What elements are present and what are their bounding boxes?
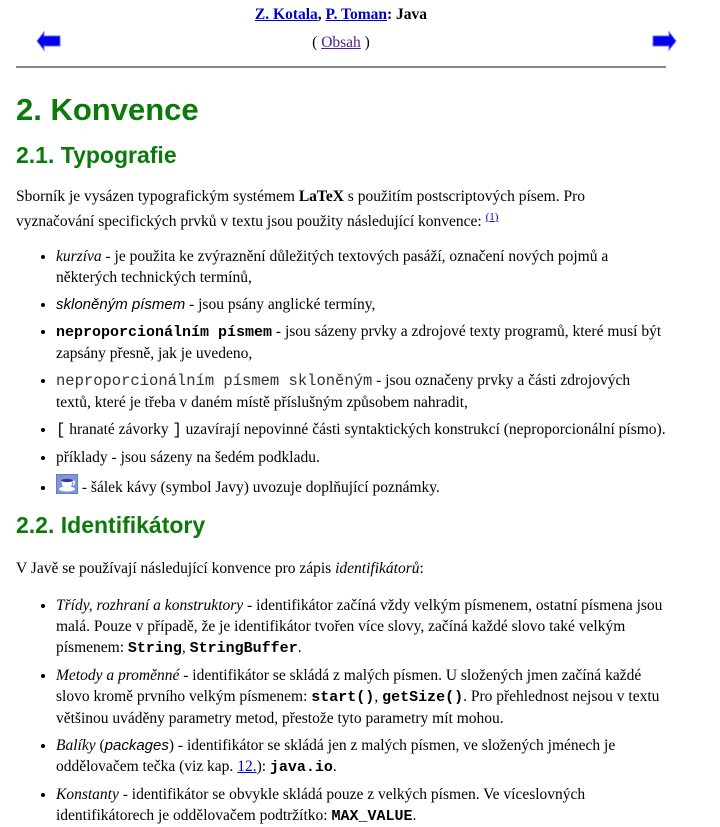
toc-paren-close: ) [360,34,370,51]
code-stringbuffer: StringBuffer [189,640,298,657]
typography-list [16,246,666,498]
separator: , [374,688,383,705]
intro-text: V Javě se používají následující konvence pro zápis [16,560,336,577]
item-text: - je použita ke zvýraznění důležitých textových pasáží, označení nových pojmů a některých technických termínů, [56,248,609,286]
book-title: : Java [387,6,428,23]
list-item [56,246,666,288]
section-title-identifikatory: 2.2. Identifikátory [16,512,206,538]
intro-text-cont: s použitím postscriptových písem. Pro vyznačování specifických prvků v textu jsou použity následující konvence: [16,188,586,230]
item-end: . [332,758,337,775]
separator: , [181,639,190,656]
term-brackets: hranaté závorky [65,421,173,438]
list-item [56,595,666,659]
section2-intro [16,558,666,579]
term-italic: Balíky [56,737,96,754]
author-link-toman[interactable]: P. Toman [325,6,388,23]
item-end: . [297,639,302,656]
code-java-io: java.io [269,759,333,776]
list-item [56,370,666,413]
item-text: - jsou označeny prvky a části zdrojových textů, které je třeba v daném místě příslušným způsobem nahradit, [56,372,631,411]
section-title-typografie: 2.1. Typografie [16,142,177,168]
item-text: - jsou sázeny na šedém podkladu. [107,449,320,466]
footnote-link[interactable]: (1) [485,211,499,223]
identifier-list [16,595,666,827]
item-end: . Pro přehlednost nejsou v textu většinou uváděny parametry metod, přestože tyto parametry mít mohou. [56,688,660,727]
item-text: - jsou psány anglické termíny, [185,296,376,313]
toc-wrapper [16,34,666,52]
chapter-12-link[interactable]: 12. [237,758,257,775]
author-separator: , [317,6,326,23]
bracket-close: ] [172,421,182,439]
code-getsize: getSize() [382,689,464,706]
bracket-open: [ [56,421,66,439]
term-italic: kurzíva [56,248,102,265]
header-divider [16,66,666,68]
latex-term: LaTeX [298,188,344,205]
list-item [56,294,666,315]
item-text: uzavírají nepovinné části syntaktických konstrukcí (neproporcionální písmo). [181,421,666,438]
coffee-cup-icon [56,474,78,494]
list-item [56,321,666,364]
item-text: - šálek kávy (symbol Javy) uvozuje doplňující poznámky. [78,479,440,496]
chapter-title: 2. Konvence [16,92,199,127]
list-item [56,665,666,729]
code-max-value: MAX_VALUE [331,808,413,825]
book-header [16,0,666,28]
code-start: start() [311,689,375,706]
item-text: - identifikátor se skládá z malých písmen. U složených jmen začíná každé slovo kromě prvního velkým písmenem: [56,667,642,705]
toc-link[interactable]: Obsah [321,34,361,51]
item-text-cont: ): [256,758,270,775]
list-item [56,784,666,827]
section1-intro [16,186,666,232]
code-string: String [127,640,182,657]
item-text: - identifikátor se obvykle skládá pouze z velkých písmen. Ve víceslovných identifikátorech je oddělovačem podtržítko: [56,786,586,824]
term-examples: příklady [56,449,108,466]
item-text: - identifikátor se skládá jen z malých písmen, ve složených jménech je oddělovačem tečka (viz kap. [56,737,616,775]
list-item [56,419,666,441]
item-end: . [412,807,417,824]
intro-emphasis: identifikátorů [335,560,420,577]
item-text: - jsou sázeny prvky a zdrojové texty programů, které musí být zapsány přesně, jak je uvedeno, [56,323,662,362]
intro-text: Sborník je vysázen typografickým systémem [16,188,299,205]
term-monospace: neproporcionálním písmem [56,324,273,341]
list-item: • Balíky (packages) - identifikátor se skládá jen z malých písmen, ve složených jménech je oddělovačem tečka (viz kap. 12.): java.io. [56,735,666,778]
toc-paren-open: ( [312,34,322,51]
intro-text-end: : [419,560,424,577]
navigation-row [16,28,666,58]
term-italic: Třídy, rozhraní a konstruktory [56,597,244,614]
arrow-right-icon[interactable] [651,30,677,52]
term-italic: Metody a proměnné [56,667,180,684]
author-link-kotala[interactable]: Z. Kotala [254,6,318,23]
term-slanted: packages [104,737,169,754]
term-slanted: skloněným písmem [56,296,186,313]
term-monospace-slanted: neproporcionálním písmem skloněným [56,372,373,390]
list-item [56,447,666,468]
item-text: - identifikátor začíná vždy velkým písmenem, ostatní písmena jsou malá. Pouze v případě, že je identifikátor tvořen více slovy, začíná každé slovo také velkým písmenem: [56,597,663,656]
list-item [56,474,666,498]
term-italic: Konstanty [56,786,119,803]
